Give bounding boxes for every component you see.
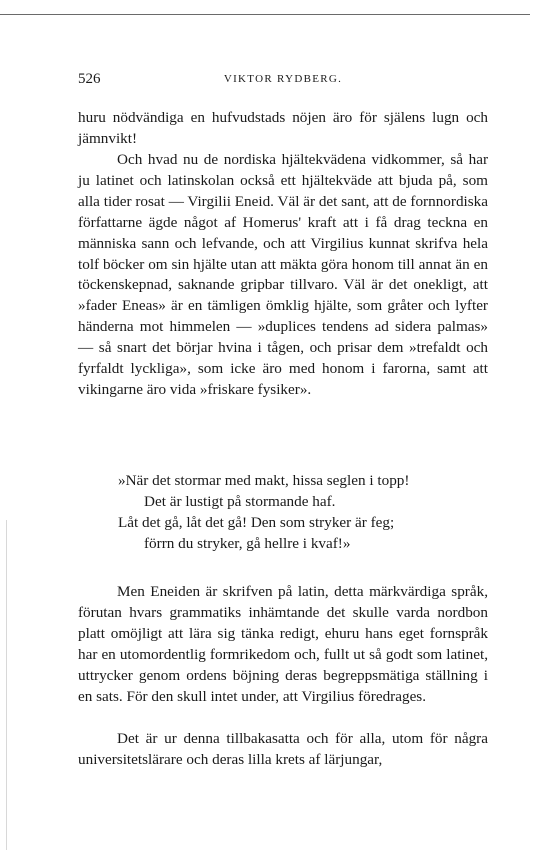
paragraph-continuation: huru nödvändiga en hufvudstads nöjen äro för själens lugn och jämnvikt! [78, 109, 488, 147]
paragraph-eneiden: Men Eneiden är skrifven på latin, detta märkvärdiga språk, förutan hvars grammatiks inhämtande det skulle varda nordbon platt omöjligt att lära sig tänka redigt, ehuru hans eget fornspråk har en utomordentlig formrikedom och, fullt ut så godt som latinet, uttrycker genom ordens böjning deras begreppsmätiga ställning i en sats. För den skull intet under, att Virgilius föredrages. [78, 583, 488, 705]
paragraph-tillbakasatta: Det är ur denna tillbakasatta och för alla, utom för några universitetslärare och deras lilla krets af lärjungar, [78, 730, 488, 768]
running-head: VIKTOR RYDBERG. [223, 73, 343, 85]
verse-line: Det är lustigt på stormande haf. [144, 493, 336, 510]
page-edge-shadow [6, 520, 7, 850]
verse-line: Låt det gå, låt det gå! Den som stryker är feg; [118, 514, 395, 531]
page-header [78, 71, 488, 91]
verse-line: förrn du stryker, gå hellre i kvaf!» [144, 535, 351, 552]
top-rule [0, 14, 530, 15]
paragraph-hjaltekvaden: Och hvad nu de nordiska hjältekvädena vidkommer, så har ju latinet och latinskolan också ett hjältekväde att bjuda på, som alla tider rosat — Virgilii Eneid. Väl är det sant, att de fornnordiska författarne ägde något af Homerus' kraft att i få drag teckna en människa sann och lefvande, och att Virgilius kunnat skrifva hela tolf böcker om sin hjälte utan att mäkta göra honom till annat än en töckenskepnad, saknande gripbar tillvaro. Väl är det onekligt, att »fader Eneas» är en tämligen ömklig hjälte, som gråter och lyfter händerna mot himmelen — »duplices tendens ad sidera palmas» — så snart det börjar hvina i tågen, och prisar dem »trefaldt och fyrfaldt lyckliga», som icke äro med honom i farorna, samt att vikingarne äro vida »friskare fysiker». [78, 151, 488, 398]
page-number: 526 [78, 71, 101, 87]
verse-quote [118, 470, 498, 554]
verse-line: »När det stormar med makt, hissa seglen i topp! [118, 472, 410, 489]
